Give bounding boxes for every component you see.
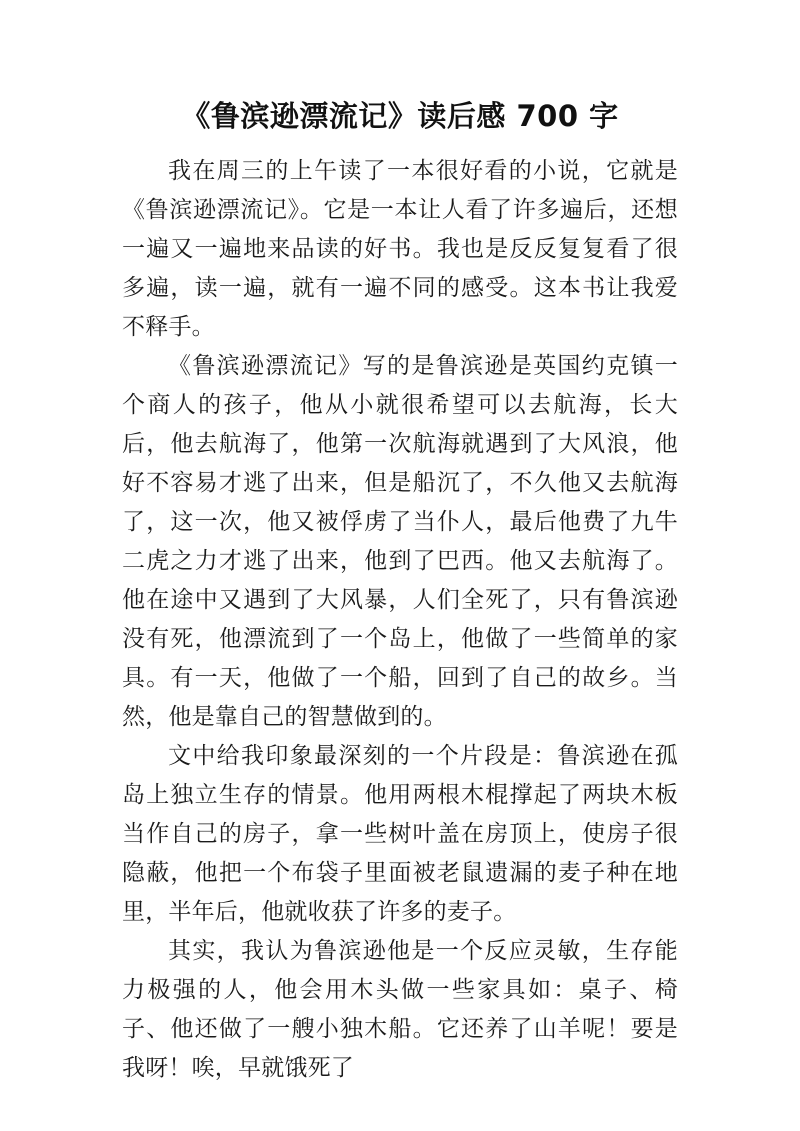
- paragraph-1: 我在周三的上午读了一本很好看的小说，它就是《鲁滨逊漂流记》。它是一本让人看了许多遍后，还想一遍又一遍地来品读的好书。我也是反反复复看了很多遍，读一遍，就有一遍不同的感受。这本书让我爱不释手。: [122, 158, 678, 340]
- paragraph-3: 文中给我印象最深刻的一个片段是：鲁滨逊在孤岛上独立生存的情景。他用两根木棍撑起了两块木板当作自己的房子，拿一些树叶盖在房顶上，使房子很隐蔽，他把一个布袋子里面被老鼠遗漏的麦子种在地里，半年后，他就收获了许多的麦子。: [122, 743, 678, 925]
- document-title: 《鲁滨逊漂流记》读后感 700 字: [181, 99, 619, 133]
- document-body: [122, 152, 678, 1088]
- paragraph-2: 《鲁滨逊漂流记》写的是鲁滨逊是英国约克镇一个商人的孩子，他从小就很希望可以去航海，长大后，他去航海了，他第一次航海就遇到了大风浪，他好不容易才逃了出来，但是船沉了，不久他又去航海了，这一次，他又被俘虏了当仆人，最后他费了九牛二虎之力才逃了出来，他到了巴西。他又去航海了。他在途中又遇到了大风暴，人们全死了，只有鲁滨逊没有死，他漂流到了一个岛上，他做了一些简单的家具。有一天，他做了一个船，回到了自己的故乡。当然，他是靠自己的智慧做到的。: [122, 353, 678, 730]
- paragraph-4: 其实，我认为鲁滨逊他是一个反应灵敏，生存能力极强的人，他会用木头做一些家具如：桌子、椅子、他还做了一艘小独木船。它还养了山羊呢！要是我呀！唉，早就饿死了: [122, 938, 678, 1081]
